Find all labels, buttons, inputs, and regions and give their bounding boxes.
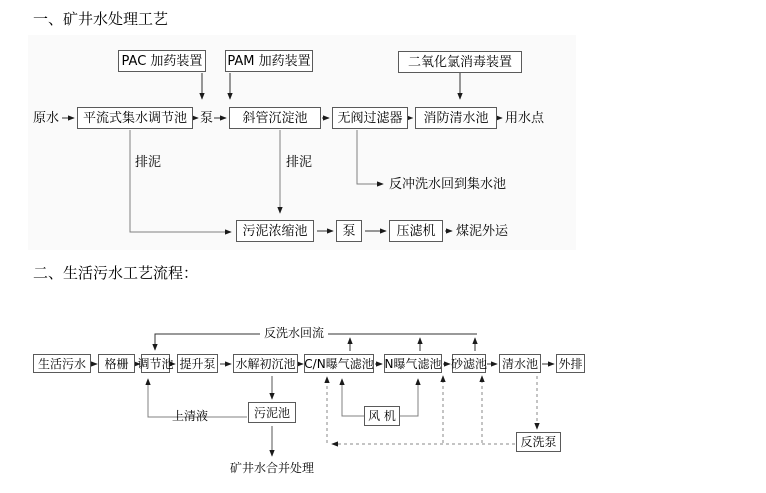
node-discharge: 外排 (556, 354, 585, 373)
line-sludge-1 (130, 130, 231, 232)
node-sludge-thickener: 污泥浓缩池 (236, 220, 314, 242)
label-mine-combined-treatment: 矿井水合并处理 (230, 461, 315, 475)
node-domestic-sewage: 生活污水 (33, 354, 91, 373)
node-n-aeration-filter: N曝气滤池 (384, 354, 442, 373)
node-sludge-pump: 泵 (336, 220, 362, 242)
line-fan-to-n (400, 379, 418, 416)
node-adjustment-tank: 平流式集水调节池 (77, 107, 193, 129)
node-pam-dosing: PAM 加药装置 (225, 50, 313, 72)
node-pac-dosing: PAC 加药装置 (118, 50, 206, 72)
node-inclined-settler: 斜管沉淀池 (229, 107, 321, 129)
node-hydrolysis-tank: 水解初沉池 (233, 354, 298, 373)
node-fire-clearwater-tank: 消防清水池 (415, 107, 497, 129)
node-fan: 风 机 (364, 406, 400, 426)
node-filter-press: 压滤机 (389, 220, 443, 242)
label-sludge-discharge-2: 排泥 (286, 155, 313, 170)
node-sludge-tank: 污泥池 (248, 402, 296, 423)
node-backwash-pump: 反洗泵 (516, 432, 561, 452)
node-clear-water-tank: 清水池 (499, 354, 541, 373)
diagram1-title: 一、矿井水处理工艺 (33, 10, 169, 28)
label-backwash-return: 反洗水回流 (260, 327, 328, 339)
label-sludge-discharge-1: 排泥 (135, 155, 162, 170)
diagram2-title: 二、生活污水工艺流程： (33, 264, 199, 282)
node-clo2-disinfection: 二氧化氯消毒装置 (398, 51, 522, 73)
node-lift-pump: 提升泵 (177, 354, 218, 373)
node-cn-aeration-filter: C/N曝气滤池 (304, 354, 374, 373)
node-sand-filter: 砂滤池 (452, 354, 486, 373)
node-valveless-filter: 无阀过滤器 (332, 107, 408, 129)
label-pump-inline: 泵 (200, 111, 214, 126)
label-raw-water: 原水 (33, 111, 60, 126)
label-use-point: 用水点 (505, 111, 545, 126)
label-backwash-to-collect: 反冲洗水回到集水池 (389, 177, 507, 192)
node-grille: 格栅 (98, 354, 135, 373)
line-fan-to-cn (342, 379, 364, 416)
line-backwash-return-d1 (357, 130, 383, 184)
node-regulation-tank: 调节池 (141, 354, 170, 373)
label-coal-sludge-out: 煤泥外运 (456, 224, 509, 239)
label-supernatant: 上清液 (172, 409, 209, 423)
